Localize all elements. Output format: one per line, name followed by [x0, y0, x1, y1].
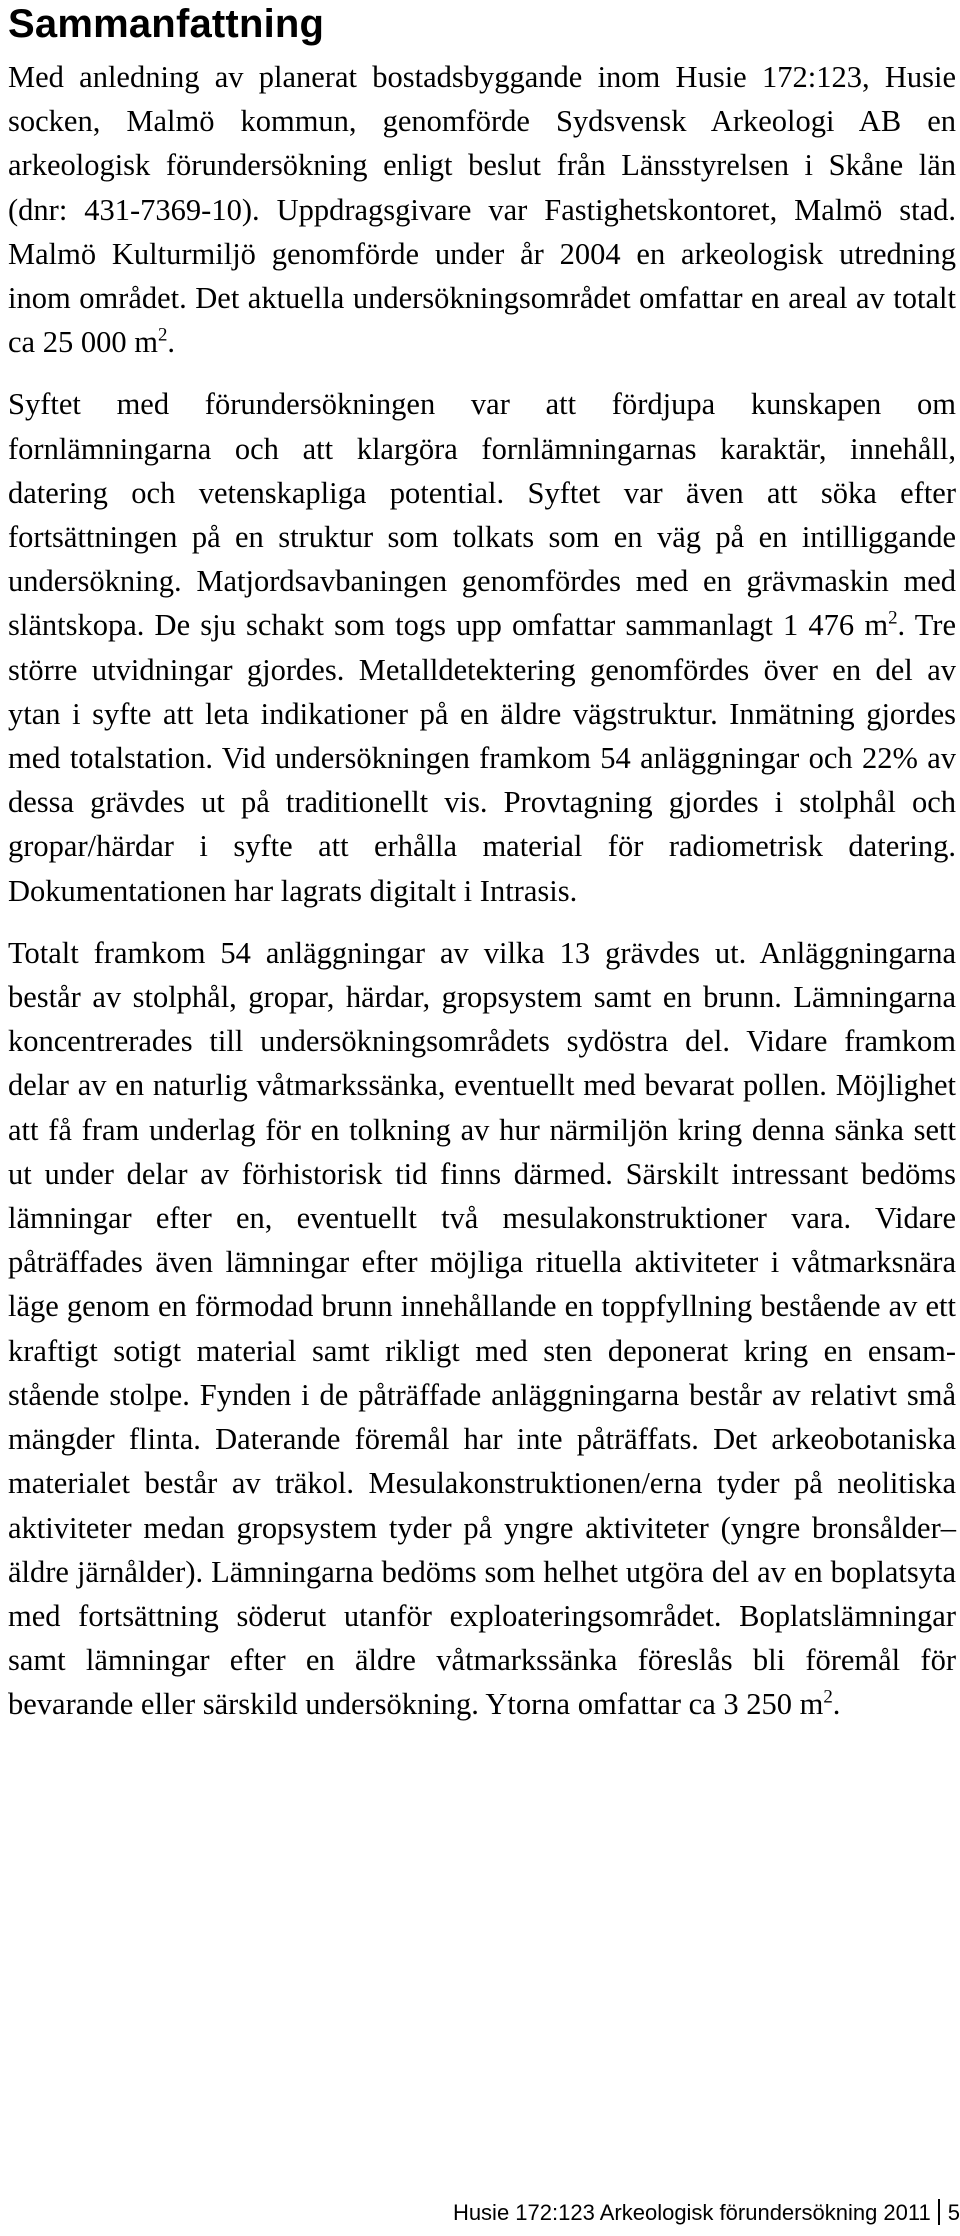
paragraph-3-text: Totalt framkom 54 anläggningar av vilka 13 grävdes ut. Anläggningarna består av stolphål, gropar, härdar, gropsystem samt en brunn. Lämningarna koncentrerades till undersökningsområdets sydöstra del. Vidare framkom delar av en naturlig våtmarkssänka, eventuellt med bevarat pollen. Möjlighet att få fram underlag för en tolkning av hur närmiljön kring denna sänka sett ut under delar av förhistorisk tid finns därmed. Särskilt intressant bedöms lämningar efter en, eventuellt två mesulakonstruktioner vara. Vidare påträffades även lämningar efter möjliga rituella aktiviteter i våtmarksnära läge genom en förmodad brunn innehållande en toppfyllning bestående av ett kraftigt sotigt material samt rikligt med sten deponerat kring en ensamstående stolpe. Fynden i de påträffade anläggningarna består av relativt små mängder flinta. Daterande föremål har inte påträffats. Det arkeobotaniska materialet består av träkol. Mesulakonstruktionen/erna tyder på neolitiska aktiviteter medan gropsystem tyder på yngre aktiviteter (yngre bronsålder–äldre järnålder). Lämningarna bedöms som helhet utgöra del av en boplatsyta med fortsättning söderut utanför exploateringsområdet. Boplatslämningar samt lämningar efter en äldre våtmarkssänka föreslås bli föremål för bevarande eller särskild undersökning. Ytorna omfattar ca 3 250 m: [8, 935, 956, 1722]
paragraph-2-tail: . Tre större utvidningar gjordes. Metalldetektering genomfördes över en del av ytan i syfte att leta indikationer på en äldre vägstruktur. Inmätning gjordes med totalstation. Vid undersökningen framkom 54 anläggningar och 22% av dessa grävdes ut på traditionellt vis. Provtagning gjordes i stolphål och gropar/härdar i syfte att erhålla material för radiometrisk datering. Dokumentationen har lagrats digitalt i Intrasis.: [8, 608, 957, 908]
report-page: [8, 0, 956, 1727]
summary-paragraph-3: [8, 931, 956, 1727]
page-number: 5: [947, 2200, 960, 2225]
paragraph-3-superscript: 2: [823, 1686, 833, 1708]
paragraph-1-superscript: 2: [157, 324, 168, 346]
page-footer: [453, 2199, 960, 2227]
paragraph-1-text: Med anledning av planerat bostadsbyggande inom Husie 172:123, Husie socken, Malmö kommun, genomförde Sydsvensk Arkeologi AB en arkeologisk förundersökning enligt beslut från Länsstyrelsen i Skåne län (dnr: 431-7369-10). Uppdragsgivare var Fastighetskontoret, Malmö stad. Malmö Kulturmiljö genomförde under år 2004 en arkeologisk utredning inom området. Det aktuella undersökningsområdet omfattar en areal av totalt ca 25 000 m: [8, 60, 956, 360]
paragraph-3-tail: .: [832, 1687, 841, 1722]
summary-paragraph-2: [8, 382, 956, 912]
footer-title: Husie 172:123 Arkeologisk förundersökning 2011: [452, 2200, 931, 2225]
summary-paragraph-1: [8, 55, 956, 364]
paragraph-2-text: Syftet med förundersökningen var att fördjupa kunskapen om fornlämningarna och att klargöra fornlämningarnas karaktär, innehåll, datering och vetenskapliga potential. Syftet var även att söka efter fortsättningen på en struktur som tolkats som en väg på en intilliggande undersökning. Matjordsavbaningen genomfördes med en grävmaskin med släntskopa. De sju schakt som togs upp omfattar sammanlagt 1 476 m: [8, 387, 956, 643]
section-heading: Sammanfattning: [8, 2, 325, 46]
paragraph-2-superscript: 2: [888, 607, 898, 629]
paragraph-1-tail: .: [167, 325, 176, 360]
footer-divider: [938, 2199, 940, 2225]
